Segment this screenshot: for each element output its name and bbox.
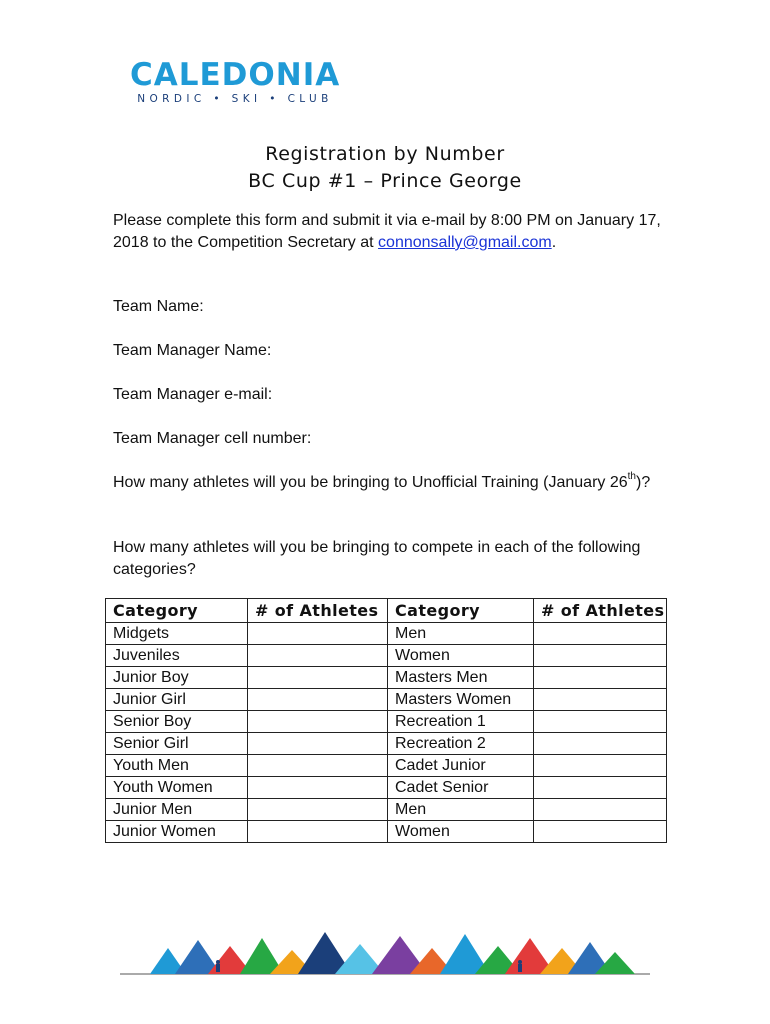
athlete-count-cell[interactable]: [248, 733, 388, 755]
table-row: [106, 667, 667, 689]
registration-table: [105, 598, 667, 843]
category-cell: Senior Girl: [106, 733, 248, 755]
athlete-count-cell[interactable]: [248, 799, 388, 821]
category-cell: Youth Men: [106, 755, 248, 777]
table-row: [106, 645, 667, 667]
header-athletes-left: # of Athletes: [248, 599, 388, 623]
category-cell: Women: [388, 645, 534, 667]
category-cell: Men: [388, 623, 534, 645]
athlete-count-cell[interactable]: [248, 623, 388, 645]
athlete-count-cell[interactable]: [534, 667, 667, 689]
athlete-count-cell[interactable]: [534, 755, 667, 777]
category-cell: Junior Women: [106, 821, 248, 843]
table-row: [106, 711, 667, 733]
athlete-count-cell[interactable]: [534, 799, 667, 821]
table-row: [106, 755, 667, 777]
training-question-text: How many athletes will you be bringing to Unofficial Training (January 26: [113, 474, 628, 491]
table-row: [106, 821, 667, 843]
athlete-count-cell[interactable]: [248, 689, 388, 711]
category-cell: Masters Men: [388, 667, 534, 689]
category-cell: Cadet Senior: [388, 777, 534, 799]
athlete-count-cell[interactable]: [248, 755, 388, 777]
header-category-right: Category: [388, 599, 534, 623]
secretary-email-link[interactable]: connonsally@gmail.com: [378, 234, 552, 251]
table-row: [106, 689, 667, 711]
mountain-icon: [150, 932, 635, 974]
compete-question: How many athletes will you be bringing to compete in each of the following categories?: [113, 539, 641, 578]
table-header-row: [106, 599, 667, 623]
table-row: [106, 777, 667, 799]
athlete-count-cell[interactable]: [248, 777, 388, 799]
category-cell: Juveniles: [106, 645, 248, 667]
page-subtitle: BC Cup #1 – Prince George: [248, 170, 522, 192]
team-name-label: Team Name:: [113, 298, 204, 315]
training-question-ordinal: th: [627, 470, 636, 482]
category-cell: Junior Boy: [106, 667, 248, 689]
training-question: [113, 472, 673, 494]
club-logo: [130, 58, 345, 108]
table-row: [106, 799, 667, 821]
athlete-count-cell[interactable]: [248, 667, 388, 689]
category-cell: Masters Women: [388, 689, 534, 711]
athlete-count-cell[interactable]: [534, 623, 667, 645]
category-cell: Junior Men: [106, 799, 248, 821]
category-cell: Men: [388, 799, 534, 821]
table-row: [106, 733, 667, 755]
category-cell: Junior Girl: [106, 689, 248, 711]
athlete-count-cell[interactable]: [248, 645, 388, 667]
table-row: [106, 623, 667, 645]
category-cell: Women: [388, 821, 534, 843]
athlete-count-cell[interactable]: [534, 777, 667, 799]
intro-period: .: [551, 234, 557, 251]
athlete-count-cell[interactable]: [248, 821, 388, 843]
athlete-count-cell[interactable]: [534, 711, 667, 733]
category-cell: Senior Boy: [106, 711, 248, 733]
category-cell: Cadet Junior: [388, 755, 534, 777]
footer-landscape-illustration: [120, 918, 650, 978]
athlete-count-cell[interactable]: [534, 821, 667, 843]
athlete-count-cell[interactable]: [248, 711, 388, 733]
intro-text: Please complete this form and submit it via e-mail by 8:00 PM on January 17, 2018 to the Competition Secretary at: [113, 212, 661, 251]
header-category-left: Category: [106, 599, 248, 623]
logo-wordmark: CALEDONIA: [130, 57, 341, 93]
intro-paragraph: [113, 210, 673, 254]
category-cell: Midgets: [106, 623, 248, 645]
category-cell: Recreation 1: [388, 711, 534, 733]
header-athletes-right: # of Athletes: [534, 599, 667, 623]
athlete-count-cell[interactable]: [534, 645, 667, 667]
athlete-count-cell[interactable]: [534, 689, 667, 711]
logo-tagline: NORDIC • SKI • CLUB: [137, 93, 333, 105]
athlete-count-cell[interactable]: [534, 733, 667, 755]
page-title: Registration by Number: [265, 143, 505, 165]
training-question-end: )?: [635, 474, 651, 491]
category-cell: Youth Women: [106, 777, 248, 799]
team-manager-name-label: Team Manager Name:: [113, 342, 272, 359]
team-manager-email-label: Team Manager e-mail:: [113, 386, 273, 403]
team-manager-cell-label: Team Manager cell number:: [113, 430, 312, 447]
category-cell: Recreation 2: [388, 733, 534, 755]
